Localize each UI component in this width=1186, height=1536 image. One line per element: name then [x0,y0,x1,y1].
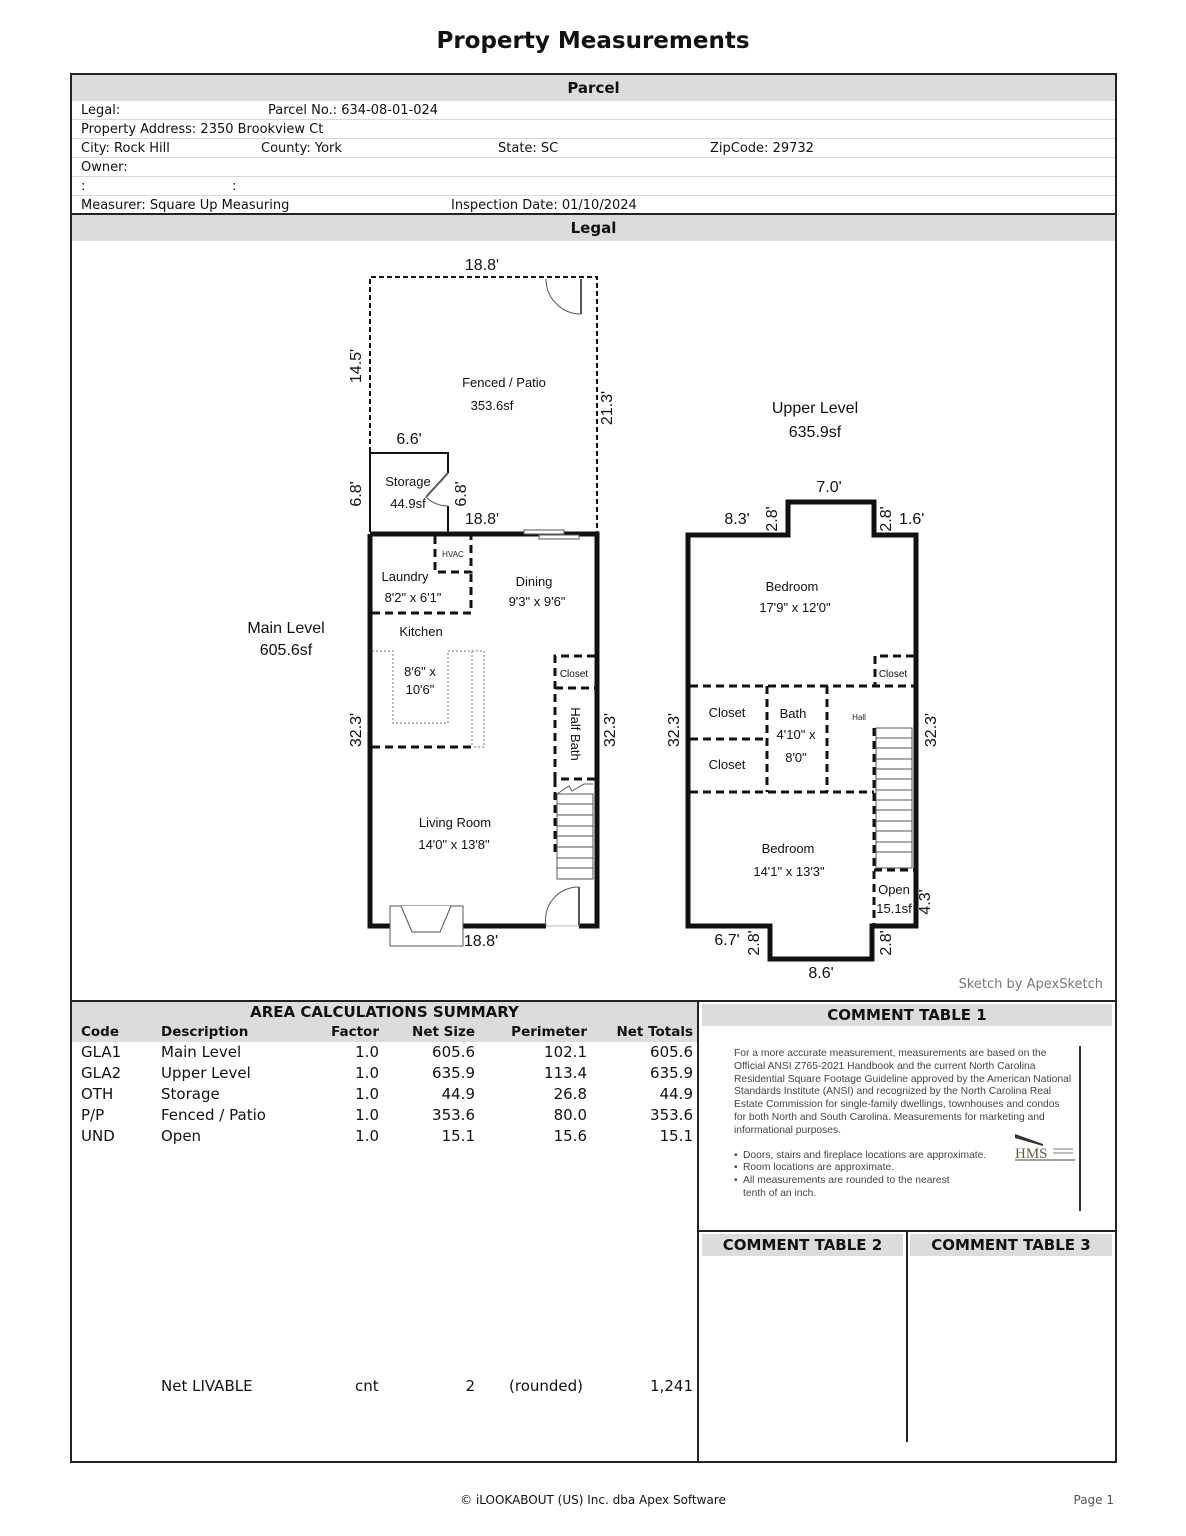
cell-net-size: 605.6 [432,1043,475,1061]
measurer: Measurer: Square Up Measuring [81,198,290,213]
measurement-report [70,73,1117,1463]
main-level-label: Main Level [247,620,325,637]
dim-upper-bottom-right-jog: 2.8' [878,930,895,956]
parcel-header: Parcel [72,75,1115,101]
col-header-description: Description [161,1024,249,1040]
disclaimer-bullet: • All measurements are rounded to the nearest tenth of an inch. [734,1175,974,1201]
legal-label: Legal: [81,103,121,118]
dim-patio-left: 14.5' [348,348,365,384]
room-bedroom2-size: 14'1" x 13'3" [753,864,825,879]
cell-perimeter: 26.8 [553,1085,587,1103]
owner: Owner: [81,160,128,175]
room-closet-upper-1: Closet [708,705,746,720]
cell-perimeter: 102.1 [544,1043,587,1061]
upper-level-area: 635.9sf [788,424,842,441]
room-storage-area: 44.9sf [390,496,426,511]
patio-door-icon [546,279,581,314]
dim-upper-bottom-center: 8.6' [808,965,834,982]
dim-house-bottom: 18.8' [463,933,499,950]
disclaimer-bullet: • Doors, stairs and fireplace locations are approximate. [734,1150,1074,1163]
parcel-row-legal [72,101,1115,120]
cell-net-totals: 605.6 [650,1043,693,1061]
upper-stairs-icon [876,728,912,868]
sliding-door-icon [524,530,564,534]
room-bedroom1-size: 17'9" x 12'0" [759,600,831,615]
disclaimer-paragraph: For a more accurate measurement, measurements are based on the Official ANSI Z765-2021 Handbook and the current North Carolina Residential Square Footage Guideline approved by the American National Standards Institute (ANSI) and recognized by the North Carolina Real Estate Commission for single-family dwellings, townhouses and condos for both North and South Carolina. Measurements for marketing and informational purposes. [734,1048,1072,1136]
room-bedroom1-name: Bedroom [765,579,819,594]
sketch-credit: Sketch by ApexSketch [958,977,1103,992]
table-row [72,1063,697,1084]
cell-net-totals: 44.9 [659,1085,693,1103]
cell-description: Main Level [161,1043,242,1061]
room-patio-area: 353.6sf [470,398,514,413]
room-living-size: 14'0" x 13'8" [418,837,490,852]
dim-patio-top: 18.8' [464,257,500,274]
main-level-area: 605.6sf [259,642,313,659]
inspection-date: Inspection Date: 01/10/2024 [451,198,637,213]
cell-code: GLA2 [81,1064,122,1082]
storage-outline [370,453,448,532]
room-bath-size-2: 8'0" [785,750,807,765]
comment-table-2 [699,1232,906,1463]
dim-upper-top-left-jog: 2.8' [764,506,781,532]
table-row [72,1042,697,1063]
dim-upper-top-right-jog: 2.8' [878,506,895,532]
disclaimer-bullet: • Room locations are approximate. [734,1162,1074,1175]
room-kitchen-size-2: 10'6" [405,682,435,697]
net-livable-row [72,1375,697,1397]
col-header-perimeter: Perimeter [511,1024,587,1040]
net-livable-total: 1,241 [650,1377,693,1395]
dim-storage-left: 6.8' [348,481,365,507]
net-livable-count: 2 [465,1377,475,1395]
copyright-footer: © iLOOKABOUT (US) Inc. dba Apex Software [460,1493,726,1507]
parcel-row-measurer [72,196,1115,215]
comment-table-1-body [734,1048,1074,1201]
dim-upper-open-side: 4.3' [917,889,934,915]
table-row [72,1105,697,1126]
table-row [72,1084,697,1105]
room-dining-name: Dining [515,574,553,589]
dim-upper-right: 32.3' [923,712,940,748]
parcel-row-owner [72,158,1115,177]
room-bath-size-1: 4'10" x [776,727,816,742]
stairs-icon [557,784,593,879]
county: County: York [261,141,342,156]
room-half-bath: Half Bath [568,707,583,761]
cell-description: Upper Level [161,1064,251,1082]
room-open-name: Open [878,882,910,897]
dim-upper-top-center: 7.0' [816,479,842,496]
floor-plan-sketch [72,246,1115,1002]
cell-description: Fenced / Patio [161,1106,266,1124]
zipcode: ZipCode: 29732 [710,141,814,156]
dim-storage-right: 6.8' [453,481,470,507]
floor-plan-svg [72,246,1115,1002]
col-header-code: Code [81,1024,120,1040]
dim-patio-right: 21.3' [599,390,616,426]
room-hvac: HVAC [442,550,464,559]
page-title: Property Measurements [436,28,750,54]
cell-net-size: 353.6 [432,1106,475,1124]
dim-storage-top: 6.6' [396,431,422,448]
area-calculations-summary [72,1000,699,1461]
cell-perimeter: 15.6 [553,1127,587,1145]
comment-table-1 [699,1000,1115,1232]
comment-table-2-title: COMMENT TABLE 2 [702,1234,903,1256]
room-storage-name: Storage [385,474,431,489]
room-kitchen-name: Kitchen [399,624,443,639]
comment-table-3-title: COMMENT TABLE 3 [910,1234,1112,1256]
dim-house-right: 32.3' [602,712,619,748]
area-calculations-title: AREA CALCULATIONS SUMMARY [250,1003,519,1021]
col-header-net-size: Net Size [412,1024,475,1040]
room-closet-upper-right: Closet [878,669,908,680]
area-table-header-row [72,1022,697,1042]
cell-perimeter: 113.4 [544,1064,587,1082]
net-livable-label: Net LIVABLE [161,1377,253,1395]
cell-code: UND [81,1127,115,1145]
cell-factor: 1.0 [355,1043,379,1061]
room-closet-main: Closet [559,669,589,680]
comment-tables-2-3 [699,1230,1115,1461]
cell-net-totals: 15.1 [659,1127,693,1145]
net-livable-note: (rounded) [509,1377,584,1395]
room-laundry-size: 8'2" x 6'1" [384,590,442,605]
dim-upper-top-left: 8.3' [724,511,750,528]
room-laundry-name: Laundry [381,569,429,584]
comment-table-1-title: COMMENT TABLE 1 [702,1004,1112,1026]
page-number: Page 1 [1073,1493,1114,1507]
dim-upper-bottom-left-jog: 2.8' [746,930,763,956]
cell-factor: 1.0 [355,1085,379,1103]
comment-table-3 [907,1232,1115,1463]
cell-net-size: 635.9 [432,1064,475,1082]
room-bath-name: Bath [779,706,807,721]
city: City: Rock Hill [81,141,170,156]
room-open-area: 15.1sf [876,901,912,916]
hms-logo-icon [1013,1132,1077,1162]
dim-upper-top-right: 1.6' [899,511,925,528]
front-door-icon [545,887,579,926]
room-closet-upper-2: Closet [708,757,746,772]
dim-house-left: 32.3' [348,712,365,748]
room-dining-size: 9'3" x 9'6" [508,594,566,609]
property-address: Property Address: 2350 Brookview Ct [81,122,324,137]
upper-level-label: Upper Level [771,400,859,417]
cell-code: OTH [81,1085,114,1103]
dim-upper-left: 32.3' [666,712,683,748]
cell-perimeter: 80.0 [553,1106,587,1124]
room-hall: Hall [852,713,866,722]
dim-upper-bottom-left: 6.7' [714,932,740,949]
cell-net-totals: 635.9 [650,1064,693,1082]
blank-field-2: : [232,179,237,194]
parcel-number: Parcel No.: 634-08-01-024 [268,103,439,118]
cell-factor: 1.0 [355,1127,379,1145]
parcel-section [72,75,1115,241]
room-kitchen-size-1: 8'6" x [404,664,436,679]
cell-net-size: 44.9 [441,1085,475,1103]
room-living-name: Living Room [418,815,492,830]
parcel-row-location [72,139,1115,158]
state: State: SC [498,141,559,156]
parcel-row-address [72,120,1115,139]
col-header-factor: Factor [331,1024,379,1040]
dim-house-top: 18.8' [464,511,500,528]
parcel-row-blank [72,177,1115,196]
fireplace-icon [390,906,463,946]
cell-code: P/P [81,1106,105,1124]
legal-header: Legal [72,215,1115,241]
cell-factor: 1.0 [355,1064,379,1082]
net-livable-unit: cnt [355,1377,379,1395]
col-header-net-totals: Net Totals [616,1024,693,1040]
room-bedroom2-name: Bedroom [761,841,815,856]
cell-net-size: 15.1 [441,1127,475,1145]
table-row [72,1126,697,1147]
blank-field-1: : [81,179,86,194]
cell-description: Open [161,1127,202,1145]
area-calculations-header [72,1002,697,1042]
svg-text:HMS: HMS [1015,1146,1048,1162]
room-patio-name: Fenced / Patio [462,375,546,390]
cell-net-totals: 353.6 [650,1106,693,1124]
cell-code: GLA1 [81,1043,122,1061]
divider [1079,1046,1081,1211]
cell-description: Storage [161,1085,220,1103]
cell-factor: 1.0 [355,1106,379,1124]
